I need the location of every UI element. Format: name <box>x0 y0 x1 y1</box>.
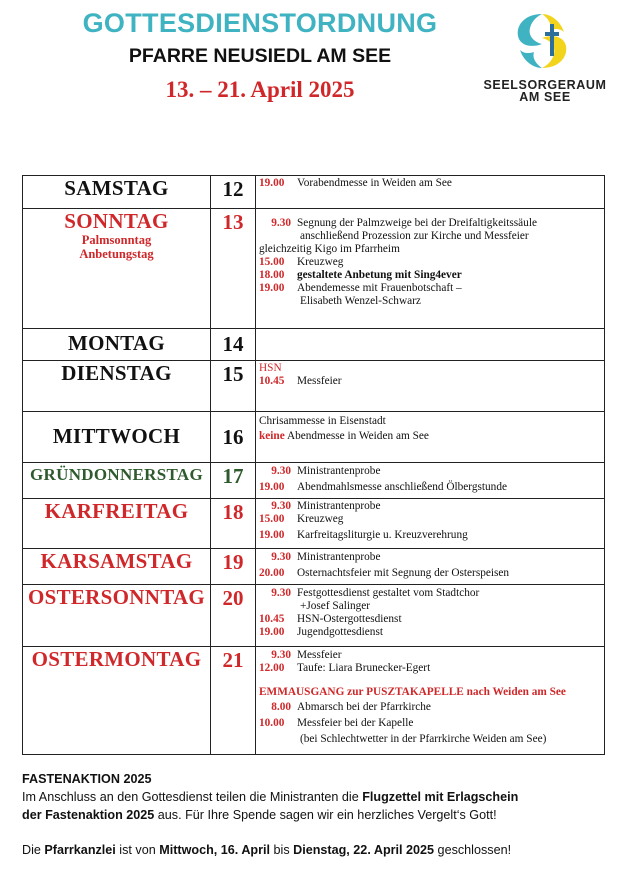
schedule-table <box>22 175 605 755</box>
event-line <box>259 256 601 269</box>
event-text: gestaltete Anbetung mit Sing4ever <box>297 269 462 281</box>
event-text: Taufe: Liara Brunecker-Egert <box>297 662 431 674</box>
event-time: 10.00 <box>259 717 285 729</box>
day-cell <box>23 463 211 499</box>
events-cell <box>256 585 605 647</box>
event-line <box>259 567 601 580</box>
event-time: 15.00 <box>259 256 285 268</box>
table-row <box>23 647 605 755</box>
text-run-bold: der Fastenaktion 2025 <box>22 808 155 822</box>
event-line <box>259 430 601 443</box>
text-run-bold: Flugzettel mit Erlagschein <box>362 790 519 804</box>
event-line <box>259 513 601 526</box>
day-name: MITTWOCH <box>52 424 181 448</box>
day-number: 19 <box>211 549 256 585</box>
fastenaktion-heading: FASTENAKTION 2025 <box>22 772 152 786</box>
event-text: Abendmahlsmesse anschließend Ölbergstunde <box>297 481 507 493</box>
page-title: GOTTESDIENSTORDNUNG <box>82 8 438 38</box>
event-text: HSN-Ostergottesdienst <box>297 613 402 625</box>
day-number: 14 <box>211 329 256 361</box>
day-name: OSTERMONTAG <box>31 647 202 671</box>
text-run: Die <box>22 843 45 857</box>
event-time: 15.00 <box>259 513 285 525</box>
day-name: MONTAG <box>67 331 166 355</box>
day-cell <box>23 361 211 412</box>
text-run: bis <box>270 843 294 857</box>
day-cell <box>23 209 211 329</box>
event-text: +Josef Salinger <box>300 600 371 612</box>
event-line <box>259 649 601 662</box>
event-line <box>259 529 601 542</box>
event-text: Segnung der Palmzweige bei der Dreifaltigkeitssäule <box>297 217 537 229</box>
day-name: OSTERSONNTAG <box>27 585 206 609</box>
event-text: HSN <box>259 362 282 374</box>
day-number: 20 <box>211 585 256 647</box>
event-time: 19.00 <box>259 529 285 541</box>
event-line <box>259 282 601 295</box>
event-line <box>259 269 601 282</box>
event-time: 10.45 <box>259 375 285 387</box>
event-text: Messfeier <box>297 375 342 387</box>
day-name: SAMSTAG <box>64 176 169 200</box>
event-line <box>259 500 601 513</box>
event-line <box>259 481 601 494</box>
day-cell <box>23 499 211 549</box>
event-text: Karfreitagsliturgie u. Kreuzverehrung <box>297 529 468 541</box>
event-line <box>259 177 601 190</box>
events-cell <box>256 549 605 585</box>
event-text: Kreuzweg <box>297 256 344 268</box>
event-line <box>259 626 601 639</box>
event-text: Abendemesse mit Frauenbotschaft – <box>297 282 462 294</box>
event-text: anschließend Prozession zur Kirche und Messfeier <box>300 230 529 242</box>
day-note: Palmsonntag <box>81 233 152 247</box>
day-number: 15 <box>211 361 256 412</box>
table-row <box>23 463 605 499</box>
day-cell <box>23 549 211 585</box>
day-cell <box>23 176 211 209</box>
day-number: 16 <box>211 412 256 463</box>
event-text: Messfeier bei der Kapelle <box>297 717 414 729</box>
event-text: Messfeier <box>297 649 342 661</box>
table-row <box>23 549 605 585</box>
event-line <box>259 375 601 388</box>
event-line <box>259 217 601 230</box>
day-cell <box>23 329 211 361</box>
table-row <box>23 412 605 463</box>
event-text: Elisabeth Wenzel-Schwarz <box>300 295 421 307</box>
events-cell <box>256 209 605 329</box>
fastenaktion-text-line1 <box>22 788 612 806</box>
event-time: 8.00 <box>271 701 291 713</box>
logo-text-line1: SEELSORGERAUM <box>483 78 607 92</box>
table-row <box>23 329 605 361</box>
event-text: Jugendgottesdienst <box>297 626 383 638</box>
table-row <box>23 361 605 412</box>
events-cell <box>256 499 605 549</box>
event-time: 9.30 <box>271 587 291 599</box>
event-line <box>259 662 601 675</box>
table-row <box>23 585 605 647</box>
event-time: 9.30 <box>271 465 291 477</box>
day-name: KARFREITAG <box>44 499 189 523</box>
text-run: Im Anschluss an den Gottesdienst teilen die Ministranten die <box>22 790 363 804</box>
text-run: geschlossen! <box>434 843 512 857</box>
event-time: 19.00 <box>259 282 285 294</box>
event-time: 9.30 <box>271 500 291 512</box>
day-number: 12 <box>211 176 256 209</box>
day-name: GRÜNDONNERSTAG <box>30 465 203 484</box>
text-run-bold: Pfarrkanzlei <box>44 843 116 857</box>
event-line <box>259 587 601 600</box>
event-text: Festgottesdienst gestaltet vom Stadtchor <box>297 587 480 599</box>
event-time: 19.00 <box>259 177 285 189</box>
table-row <box>23 176 605 209</box>
day-cell <box>23 647 211 755</box>
date-range: 13. – 21. April 2025 <box>165 77 355 102</box>
event-time: 9.30 <box>271 217 291 229</box>
text-run: ist von <box>115 843 160 857</box>
text-run-bold: Mittwoch, 16. April <box>159 843 271 857</box>
event-text: Chrisammesse in Eisenstadt <box>259 415 386 427</box>
logo-text-line2: AM SEE <box>519 90 571 104</box>
event-time: 19.00 <box>259 481 285 493</box>
parish-subtitle: PFARRE NEUSIEDL AM SEE <box>128 45 392 67</box>
event-line <box>259 551 601 564</box>
events-cell <box>256 647 605 755</box>
event-text: Vorabendmesse in Weiden am See <box>297 177 452 189</box>
event-heading: EMMAUSGANG zur PUSZTAKAPELLE nach Weiden am See <box>259 686 566 698</box>
event-text: Ministrantenprobe <box>297 465 381 477</box>
event-time: 12.00 <box>259 662 285 674</box>
event-text: Osternachtsfeier mit Segnung der Osterspeisen <box>297 567 510 579</box>
events-cell <box>256 329 605 361</box>
events-cell <box>256 463 605 499</box>
text-run: aus. Für Ihre Spende sagen wir ein herzliches Vergelt‘s Gott! <box>154 808 497 822</box>
table-row <box>23 499 605 549</box>
event-text: Abendmesse in Weiden am See <box>286 430 429 442</box>
table-row <box>23 209 605 329</box>
event-time: 20.00 <box>259 567 285 579</box>
day-number: 13 <box>211 209 256 329</box>
day-cell <box>23 585 211 647</box>
fastenaktion-text-line2 <box>22 806 612 824</box>
day-cell <box>23 412 211 463</box>
text-run-bold: Dienstag, 22. April 2025 <box>293 843 435 857</box>
day-number: 21 <box>211 647 256 755</box>
event-text: Kreuzweg <box>297 513 344 525</box>
seelsorgeraum-logo-icon <box>512 10 572 72</box>
event-time: 9.30 <box>271 551 291 563</box>
events-cell <box>256 176 605 209</box>
office-closure-notice <box>22 841 612 859</box>
event-line <box>259 613 601 626</box>
day-name: SONNTAG <box>64 209 169 233</box>
event-time: 18.00 <box>259 269 285 281</box>
event-line <box>259 465 601 478</box>
event-prefix: keine <box>259 430 285 442</box>
day-number: 17 <box>211 463 256 499</box>
event-time: 10.45 <box>259 613 285 625</box>
events-cell <box>256 412 605 463</box>
event-line <box>259 701 601 714</box>
event-text: Ministrantenprobe <box>297 551 381 563</box>
day-number: 18 <box>211 499 256 549</box>
event-text: Ministrantenprobe <box>297 500 381 512</box>
event-time: 19.00 <box>259 626 285 638</box>
event-text: (bei Schlechtwetter in der Pfarrkirche Weiden am See) <box>300 733 547 745</box>
event-time: 9.30 <box>271 649 291 661</box>
event-text: gleichzeitig Kigo im Pfarrheim <box>259 243 400 255</box>
footer-notice <box>22 770 612 859</box>
event-line <box>259 717 601 730</box>
day-name: DIENSTAG <box>61 361 172 385</box>
day-note: Anbetungstag <box>79 247 154 261</box>
events-cell <box>256 361 605 412</box>
event-text: Abmarsch bei der Pfarrkirche <box>297 701 431 713</box>
day-name: KARSAMSTAG <box>40 549 193 573</box>
